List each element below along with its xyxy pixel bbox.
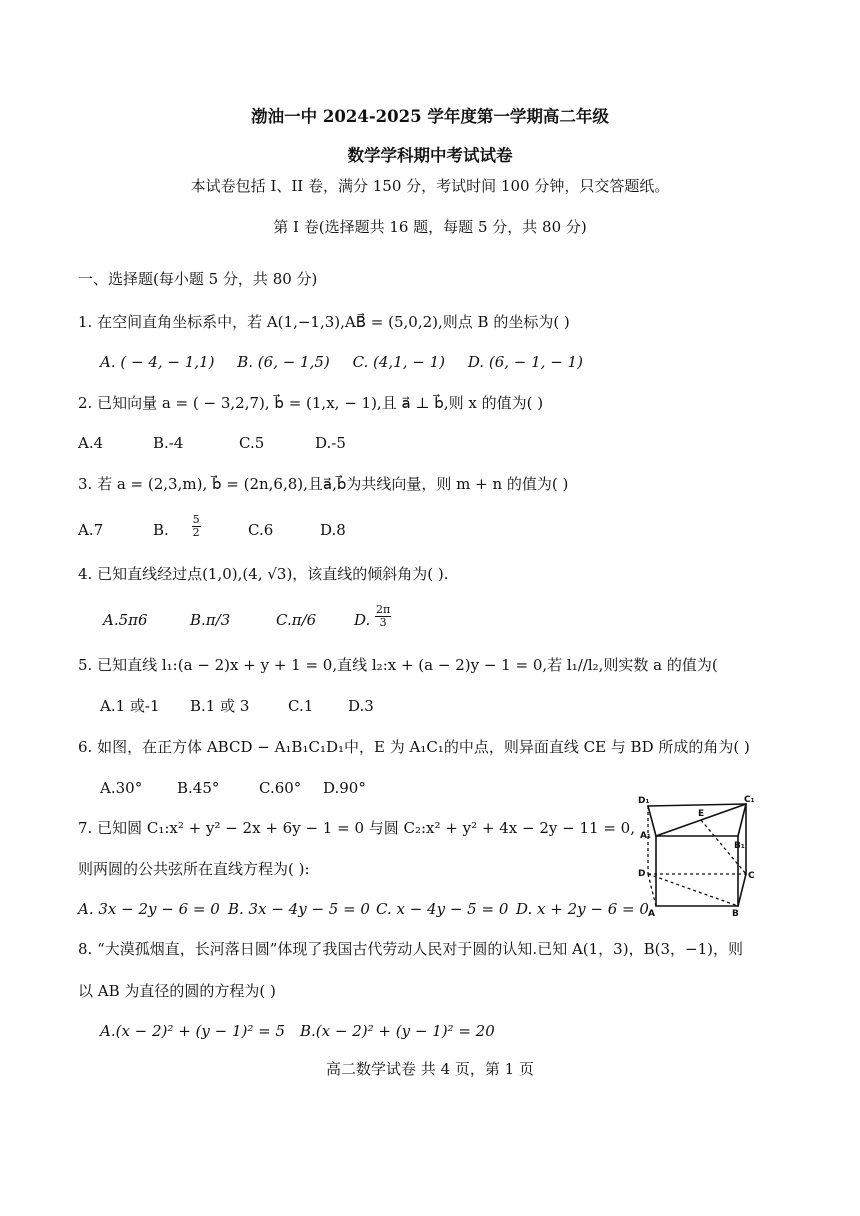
question-2-stem: 2. 已知向量 a = ( − 3,2,7), b⃗ = (1,x, − 1),且 a⃗ ⊥ b⃗,则 x 的值为( ) xyxy=(78,394,544,412)
fraction-denominator: 2 xyxy=(192,525,200,539)
label-d1: D₁ xyxy=(638,796,650,806)
edge-bc xyxy=(738,874,746,906)
page-footer: 高二数学试卷 共 4 页，第 1 页 xyxy=(326,1060,534,1078)
q5-option-c: C.1 xyxy=(288,697,314,715)
q5-option-a: A.1 或-1 xyxy=(100,697,160,715)
edge-d1c1 xyxy=(648,804,746,806)
label-c1: C₁ xyxy=(744,795,755,805)
q3-option-b xyxy=(153,512,201,540)
q3-option-a: A.7 xyxy=(78,521,104,539)
question-1-stem: 1. 在空间直角坐标系中，若 A(1,−1,3),AB⃗ = (5,0,2),则点 B 的坐标为( ) xyxy=(78,313,570,331)
q5-option-b: B.1 或 3 xyxy=(190,697,250,715)
label-b: B xyxy=(732,909,739,916)
edge-c1b1 xyxy=(738,804,746,836)
exam-title-line2: 数学学科期中考试试卷 xyxy=(347,146,513,165)
label-c: C xyxy=(748,871,755,881)
fraction-numerator: 2π xyxy=(376,602,391,616)
question-4-stem: 4. 已知直线经过点(1,0),(4, √3)，该直线的倾斜角为( ). xyxy=(78,565,449,583)
question-3-stem: 3. 若 a = (2,3,m), b⃗ = (2n,6,8),且a⃗,b⃗为共线向量，则 m + n 的值为( ) xyxy=(78,475,569,493)
q5-option-d: D.3 xyxy=(348,697,374,715)
q3-option-b-fraction xyxy=(192,514,201,539)
q8-option-a: A.(x − 2)² + (y − 1)² = 5 xyxy=(100,1022,286,1040)
q4-option-b: B.π/3 xyxy=(190,611,231,629)
section-heading: 一、选择题(每小题 5 分，共 80 分) xyxy=(78,270,318,288)
q4-option-d-fraction xyxy=(375,604,391,629)
q2-option-d: D.-5 xyxy=(315,434,346,452)
q6-option-c: C.60° xyxy=(259,779,302,797)
part-heading: 第 I 卷(选择题共 16 题，每题 5 分，共 80 分) xyxy=(273,218,587,236)
q3-option-b-label: B. xyxy=(153,521,169,539)
hidden-edge-da xyxy=(648,874,656,906)
q8-option-b: B.(x − 2)² + (y − 1)² = 20 xyxy=(300,1022,495,1040)
label-b1: B₁ xyxy=(734,841,745,851)
label-a1: A₁ xyxy=(640,831,651,841)
fraction-numerator: 5 xyxy=(192,512,200,526)
q7-option-a: A. 3x − 2y − 6 = 0 xyxy=(78,900,220,918)
q7-option-c: C. x − 4y − 5 = 0 xyxy=(376,900,509,918)
q3-option-d: D.8 xyxy=(320,521,346,539)
question-7-stem-continued: 则两圆的公共弦所在直线方程为( ): xyxy=(78,860,310,878)
question-7-stem: 7. 已知圆 C₁:x² + y² − 2x + 6y − 1 = 0 与圆 C₂:x² + y² + 4x − 2y − 11 = 0, xyxy=(78,819,635,837)
question-6-stem: 6. 如图，在正方体 ABCD − A₁B₁C₁D₁中，E 为 A₁C₁的中点，则异面直线 CE 与 BD 所成的角为( ) xyxy=(78,738,750,756)
cube-figure xyxy=(636,794,756,916)
q4-option-d-label: D. xyxy=(354,611,371,629)
q2-option-c: C.5 xyxy=(239,434,265,452)
exam-title-line1: 渤油一中 2024-2025 学年度第一学期高二年级 xyxy=(251,107,609,126)
question-5-stem: 5. 已知直线 l₁:(a − 2)x + y + 1 = 0,直线 l₂:x + (a − 2)y − 1 = 0,若 l₁//l₂,则实数 a 的值为( xyxy=(78,656,718,674)
q2-option-b: B.-4 xyxy=(153,434,184,452)
q6-option-d: D.90° xyxy=(323,779,366,797)
q6-option-a: A.30° xyxy=(100,779,143,797)
q7-option-d: D. x + 2y − 6 = 0 xyxy=(516,900,649,918)
question-8-stem: 8. “大漠孤烟直，长河落日圆”体现了我国古代劳动人民对于圆的认知.已知 A(1，3)，B(3，−1)，则 xyxy=(78,940,743,958)
label-d: D xyxy=(638,869,646,879)
q1-option-b: B. (6, − 1,5) xyxy=(237,353,330,371)
q1-option-c: C. (4,1, − 1) xyxy=(352,353,446,371)
q1-option-d: D. (6, − 1, − 1) xyxy=(467,353,583,371)
q6-option-b: B.45° xyxy=(177,779,220,797)
label-a: A xyxy=(648,909,655,916)
label-e: E xyxy=(698,809,705,819)
question-8-stem-continued: 以 AB 为直径的圆的方程为( ) xyxy=(78,982,276,1000)
hidden-edge-db xyxy=(648,874,738,906)
exam-intro: 本试卷包括 I、II 卷，满分 150 分，考试时间 100 分钟，只交答题纸。 xyxy=(190,177,670,195)
q2-option-a: A.4 xyxy=(78,434,104,452)
q4-option-a: A.5π6 xyxy=(103,611,148,629)
q1-option-a: A. ( − 4, − 1,1) xyxy=(100,353,215,371)
question-1-options xyxy=(100,352,601,372)
q4-option-c: C.π/6 xyxy=(276,611,317,629)
fraction-denominator: 3 xyxy=(379,615,387,629)
q7-option-b: B. 3x − 4y − 5 = 0 xyxy=(228,900,370,918)
q3-option-c: C.6 xyxy=(248,521,274,539)
